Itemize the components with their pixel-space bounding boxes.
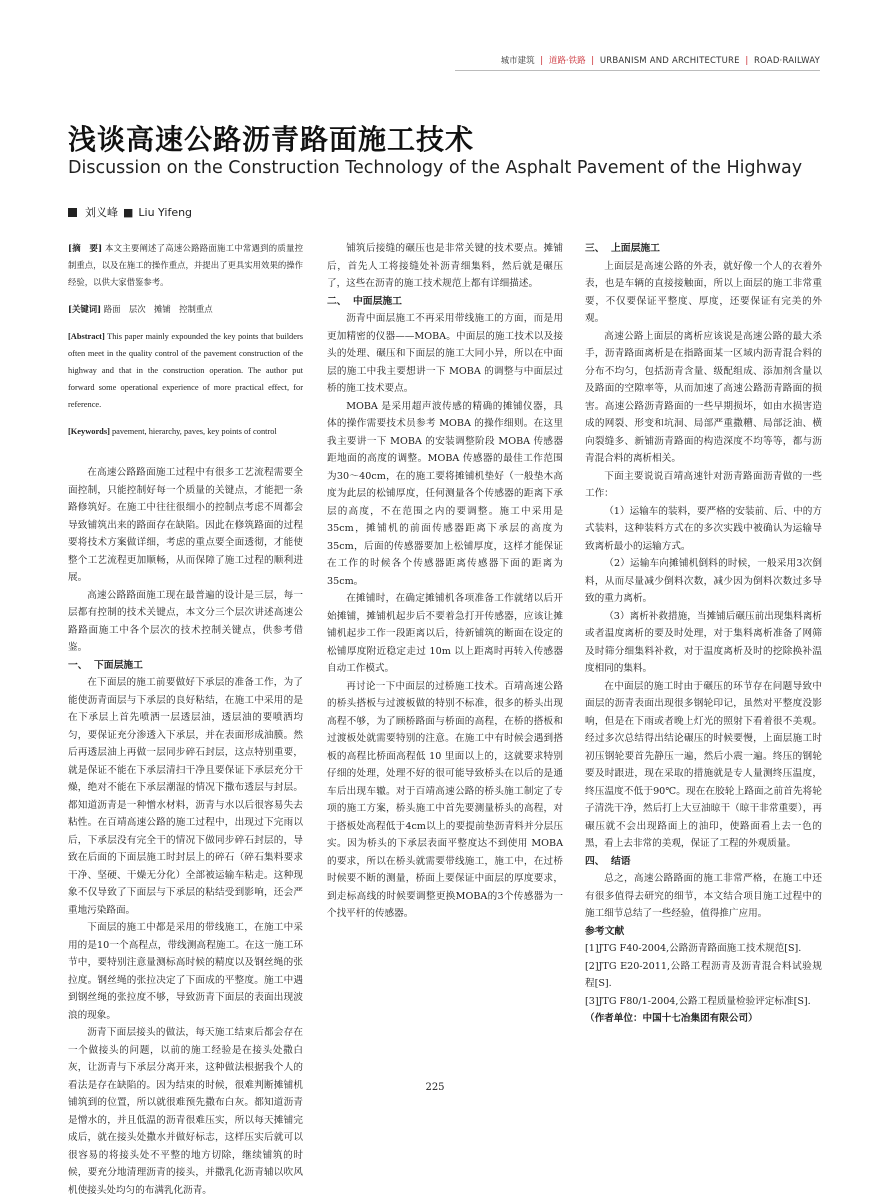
reference-item: [1]JTG F40-2004,公路沥青路面施工技术规范[S]. [585,943,802,954]
section-heading [585,853,822,871]
section-number: 四、 [585,855,605,867]
body-paragraph: 在高速公路路面施工过程中有很多工艺流程需要全面控制，只能控制好每一个质量的关键点，才能把一条路修筑好。在施工中往往很细小的控制点考虑不周都会导致铺筑出来的路面存在缺陷。因此在修筑路面的过程要将技术方案做详细，考虑的重点要全面透彻，才能使整个工艺流程更加顺畅，从而保障了施工过程的顺利进展。 [68,467,303,583]
author-affiliation: （作者单位：中国十七冶集团有限公司） [585,1013,758,1024]
body-paragraph: 高速公路路面施工现在最普遍的设计是三层，每一层都有控制的技术关键点，本文分三个层次讲述高速公路路面施工中各个层次的技术控制关键点，供参考借鉴。 [68,589,303,653]
body-paragraph: 再讨论一下中面层的过桥施工技术。百靖高速公路的桥头搭板与过渡板做的特别不标准，很多的桥头出现高程不够，为了顾桥路面与桥面的高程，在桥的搭板和过渡板处就需要特别的注意。在施工中有时候会遇到搭板的高程比桥面高程低 10 里面以上的，这就要求特别仔细的处理，处理不好的很可能导致桥头在以后的是通车后出现车辙。对于百靖高速公路的桥头施工制定了专项的施工方案，桥头施工中首先要测量桥头的高程，对于搭板处高程低于4cm以上的要提前垫沥青料并分层压实。因为桥头的下承层表面平整度达不到使用 MOBA 的要求，所以在桥头就需要带线施工，施工中，在过桥时候要不断的测量，桥面上要保证中面层的厚度要求，到走标高线的时候要调整更换MOBA的3个传感器为一个找平杆的传感器。 [327,680,563,919]
section-number: 三、 [585,243,605,254]
abstract-gap [68,450,303,464]
header-en-1: URBANISM AND ARCHITECTURE [599,56,740,66]
section-title: 结语 [611,855,631,867]
column-3 [585,240,822,1028]
header-separator-3: | [745,56,749,66]
body-paragraph: MOBA 是采用超声波传感的精确的摊铺仪器，具体的操作需要技术员参考 MOBA 的操作细则。在这里我主要讲一下 MOBA 的安装调整阶段 MOBA 传感器距地面的高度的调整。MOBA 传感器的最佳工作范围为30～40cm，在的施工要将摊铺机垫好（一般垫木高度为此层的松铺厚度，任何测量各个传感器的距离下承层的高度，不在范围之内的要调整。施工中采用是35cm，摊铺机的前面传感器距离下承层的高度为35cm，后面的传感器要加上松铺厚度，这样才能保证在工作的时候各个传感器距离传感器下面的距离为35cm。 [327,400,563,587]
abstract-zh [68,240,303,291]
reference-item: [3]JTG F80/1-2004,公路工程质量检验评定标准[S]. [585,995,811,1007]
column-2 [327,240,563,923]
author-bullet-icon [68,208,77,217]
abstract-zh-label: [摘 要] [68,243,103,253]
abstract-zh-text: 本文主要阐述了高速公路路面施工中常遇到的质量控制重点，以及在施工的操作重点，并提出了更具实用效果的操作经验，以供大家借鉴参考。 [68,243,303,287]
references-heading: 参考文献 [585,925,625,937]
section-title: 下面层施工 [94,659,143,671]
body-paragraph: 总之，高速公路路面的施工非常严格，在施工中还有很多值得去研究的细节，本文结合项目施工过程中的施工细节总结了一些经验，值得推广应用。 [585,873,822,919]
body-paragraph: 高速公路上面层的离析应该说是高速公路的最大杀手，沥青路面离析是在指路面某一区域内沥青混合料的分布不均匀，包括沥青含量、级配组成、添加剂含量以及路面的空隙率等，从而加速了高速公路沥青路面的损害。高速公路沥青路面的一些早期损坏，如由水损害造成的网裂、形变和坑洞、局部严重撒糟、局部泛油、横向裂缝多、新铺沥青路面的构造深度不均等等，都与沥青混合料的离析相关。 [585,330,822,464]
abstract-en-text: This paper mainly expounded the key points that builders often meet in the quality control of the pavement construction of the highway and that in the construction operation. The author put forward some operational experience of more practical effect, for reference. [68,332,303,409]
header-en-2: ROAD·RAILWAY [753,56,820,66]
body-paragraph: 上面层是高速公路的外表，就好像一个人的衣着外表，也是车辆的直接接触面，所以上面层的施工非常重要，不仅要保证平整度、厚度，还要保证有完美的外观。 [585,260,822,324]
section-heading [68,657,303,675]
header-separator-1: | [540,56,544,66]
body-paragraph: （3）离析补救措施，当摊铺后碾压前出现集料离析或者温度离析的要及时处理，对于集料离析准备了网筛及时筛分细集料补救，对于温度离析及时的挖除换补温度相同的集料。 [585,610,822,674]
section-title: 上面层施工 [611,243,660,254]
keywords-zh-text: 路面 层次 摊铺 控制重点 [101,304,213,314]
section-heading [327,293,563,311]
author-line [68,204,192,220]
body-paragraph: （1）运输车的装料，要严格的安装前、后、中的方式装料，这种装料方式在的多次实践中被确认为运输导致离析最小的运输方式。 [585,505,822,552]
article-title-en: Discussion on the Construction Technology of the Asphalt Pavement of the Highway [68,158,803,178]
header-separator-2: | [591,56,595,66]
body-paragraph: 在摊铺时，在确定摊铺机各项准备工作就绪以后开始摊铺，摊铺机起步后不要着急打开传感器，应该让摊铺机起步工作一段距离以后，待新铺筑的断面在设定的松铺厚度附近稳定走过 10m 以上距离时再转入传感器自动工作模式。 [327,593,563,674]
abstract-en-label: [Abstract] [68,332,105,341]
section-heading [585,240,822,258]
column-1 [68,240,303,1199]
section-title: 中面层施工 [353,295,402,307]
body-paragraph: 下面层的施工中都是采用的带线施工，在施工中采用的是10一个高程点，带线测高程施工。在这一施工环节中，要特别注意量测标高时候的精度以及钢丝绳的张拉度。钢丝绳的张拉决定了下面成的平整度。施工中遇到钢丝绳的张拉度不够，导致沥青下面层的表面出现波浪的现象。 [68,922,303,1021]
keywords-en [68,423,303,440]
author-en: Liu Yifeng [138,206,193,219]
keywords-zh-label: [关键词] [68,304,102,314]
body-paragraph: 沥青中面层施工不再采用带线施工的方面，而是用更加精密的仪器——MOBA。中面层的施工技术以及接头的处理、碾压和下面层的施工大同小异，所以在中面层的施工中我主要想讲一下 MOBA 的调整与中面层过桥的施工技术要点。 [327,313,563,394]
body-paragraph: 沥青下面层接头的做法，每天施工结束后都会存在一个做接头的问题，以前的施工经验是在接头处撒白灰，让沥青与下承层分离开来，这种做法根据我个人的看法是存在缺陷的。因为结束的时候，很难判断摊铺机铺筑到的位置，所以就很难预先撒布白灰。都知道沥青是憎水的，并且低温的沥青很难压实，所以每天摊铺完成后，就在接头处撒水并做好标志，这样压实后就可以很容易的将接头处不平整的地方切除，继续铺筑的时候，要充分地清理沥青的接头，并撒乳化沥青辅以吹风机使接头处均匀的布满乳化沥青。 [68,1027,303,1196]
header-sub-zh: 道路·铁路 [548,56,586,66]
section-number: 二、 [327,295,347,307]
keywords-zh [68,301,303,318]
reference-item: [2]JTG E20-2011,公路工程沥青及沥青混合料试验规程[S]. [585,960,822,989]
body-paragraph: （2）运输车向摊铺机倒料的时候，一般采用3次倒料，从而尽量减少倒料次数，减少因为倒料次数过多导致的重力离析。 [585,558,822,604]
author-zh: 刘义峰 [85,206,118,219]
section-number: 一、 [68,659,88,671]
keywords-en-label: [Keywords] [68,427,110,436]
author-separator: ■ [123,206,134,219]
keywords-en-text: pavement, hierarchy, paves, key points of control [109,427,277,436]
body-paragraph: 铺筑后接缝的碾压也是非常关键的技术要点。摊铺后，首先人工将接缝处补沥青细集料，然后就是碾压了，这些在沥青的施工技术规范上都有详细描述。 [327,243,563,289]
body-paragraph: 在中面层的施工时由于碾压的环节存在问题导致中面层的沥青表面出现很多钢轮印记，虽然对平整度没影响，但是在下雨或者晚上灯光的照射下看着很不美观。经过多次总结得出结论碾压的时候要慢，上面层施工时初压钢轮要首先静压一遍，然后小震一遍。终压的钢轮要及时跟进，现在采取的措施就是专人量测终压温度，终压温度不低于90℃。现在在胶轮上路面之前首先将轮子清洗干净，然后打上大豆油晾干（晾干非常重要），再碾压就不会出现路面上的油印，使路面看上去一色的黑，看上去非常的美观，保证了工程的外观质量。 [585,680,822,849]
header-rule [455,70,820,71]
article-title-zh: 浅谈高速公路沥青路面施工技术 [68,123,475,156]
running-header [501,54,820,66]
body-paragraph: 在下面层的施工前要做好下承层的准备工作，为了能使沥青面层与下承层的良好粘结，在施工中采用的是在下承层上首先喷洒一层透层油，透层油的要喷洒均匀，要保证充分渗透入下承层，并在表面形成油膜。然后再透层油上再做一层同步碎石封层，这点特别重要，就是保证不能在下承层清扫干净且要保证下承层充分干燥，绝对不能在下承层潮湿的情况下撒布透层与封层。都知道沥青是一种憎水材料，沥青与水以后很容易失去粘性。在百靖高速公路的施工过程中，出现过下完雨以后，下承层没有完全干的情况下做同步碎石封层的，导致在后面的下面层施工时封层上的碎石（碎石集料要求干净、坚硬、干燥无分化）全部被运输车粘走。这种现象不仅导致了下面层与下承层的粘结受到影响，还会严重地污染路面。 [68,677,303,916]
body-paragraph: 下面主要说说百靖高速针对沥青路面沥青做的一些工作： [585,470,822,499]
abstract-en [68,328,303,413]
page-number: 225 [425,1082,445,1093]
header-section-zh: 城市建筑 [500,56,535,66]
